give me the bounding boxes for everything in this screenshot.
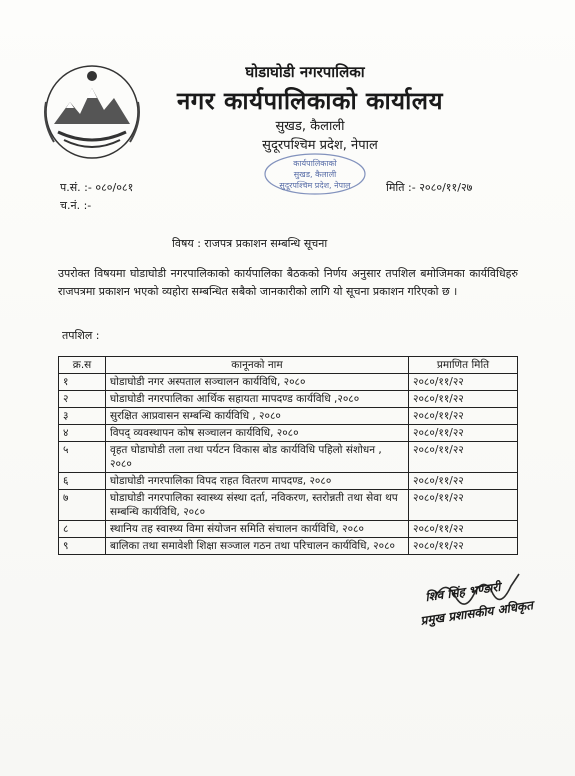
table-row xyxy=(59,490,518,521)
row-law-name: घोडाघोडी नगरपालिका स्वास्थ्य संस्था दर्ता, नविकरण, स्तरोन्नती तथा सेवा थप सम्बन्धि कार्यविधि, २०८० xyxy=(106,490,409,521)
row-date: २०८०/११/२२ xyxy=(409,408,518,425)
row-law-name: वृहत घोडाघोडी तला तथा पर्यटन विकास बोड कार्यविधि पहिलो संशोधन , २०८० xyxy=(106,442,409,473)
table-row xyxy=(59,408,518,425)
row-serial: ४ xyxy=(59,425,106,442)
row-date: २०८०/११/२२ xyxy=(409,425,518,442)
office-stamp xyxy=(250,152,380,196)
subject-line: विषय : राजपत्र प्रकाशन सम्बन्धि सूचना xyxy=(172,237,328,250)
table-row xyxy=(59,473,518,490)
stamp-line-2: सुखड, कैलाली xyxy=(293,170,337,179)
reference-number: प.सं. :- ०८०/०८१ xyxy=(60,181,134,194)
address-line-1: सुखड, कैलाली xyxy=(275,119,345,134)
details-label: तपशिल : xyxy=(62,329,100,342)
nepal-emblem-logo xyxy=(40,62,144,162)
row-law-name: घोडाघोडी नगरपालिका विपद राहत वितरण मापदण्ड, २०८० xyxy=(106,473,409,490)
signatory-title: प्रमुख प्रशासकीय अधिकृत xyxy=(419,598,534,628)
document-date: मिति :- २०८०/११/२७ xyxy=(386,181,473,194)
municipality-name: घोडाघोडी नगरपालिका xyxy=(245,63,365,81)
law-list-table xyxy=(58,356,518,555)
address-line-2: सुदूरपश्चिम प्रदेश, नेपाल xyxy=(262,138,378,153)
dispatch-number: च.नं. :- xyxy=(60,199,92,212)
row-serial: ३ xyxy=(59,408,106,425)
header-verified-date: प्रमाणित मिति xyxy=(409,357,518,374)
table-row xyxy=(59,442,518,473)
row-serial: १ xyxy=(59,374,106,391)
table-row xyxy=(59,374,518,391)
row-date: २०८०/११/२२ xyxy=(409,473,518,490)
table-row xyxy=(59,538,518,555)
stamp-line-1: कार्यपालिकाको xyxy=(293,159,337,168)
table-row xyxy=(59,391,518,408)
notice-body: उपरोक्त विषयमा घोडाघोडी नगरपालिकाको कार्यपालिका बैठकको निर्णय अनुसार तपशिल बमोजिमका कार्यविधिहरु राजपत्रमा प्रकाशन भएको व्यहोरा सम्बन्धित सबैको जानकारीको लागि यो सूचना प्रकाशन गरिएको छ । xyxy=(58,267,518,298)
row-serial: ८ xyxy=(59,521,106,538)
row-serial: ७ xyxy=(59,490,106,521)
header-law-name: कानूनको नाम xyxy=(106,357,409,374)
table-header-row xyxy=(59,357,518,374)
row-serial: ५ xyxy=(59,442,106,473)
row-date: २०८०/११/२२ xyxy=(409,538,518,555)
row-date: २०८०/११/२२ xyxy=(409,490,518,521)
signatory-name: शिव सिंह भण्डारी xyxy=(424,579,502,605)
row-law-name: बालिका तथा समावेशी शिक्षा सञ्जाल गठन तथा परिचालन कार्यविधि, २०८० xyxy=(106,538,409,555)
row-law-name: घोडाघोडी नगर अस्पताल सञ्चालन कार्यविधि, २०८० xyxy=(106,374,409,391)
row-serial: २ xyxy=(59,391,106,408)
row-serial: ९ xyxy=(59,538,106,555)
table-row xyxy=(59,425,518,442)
row-date: २०८०/११/२२ xyxy=(409,391,518,408)
row-date: २०८०/११/२२ xyxy=(409,442,518,473)
row-date: २०८०/११/२२ xyxy=(409,521,518,538)
row-law-name: विपद् व्यवस्थापन कोष सञ्चालन कार्यविधि, २०८० xyxy=(106,425,409,442)
row-date: २०८०/११/२२ xyxy=(409,374,518,391)
row-serial: ६ xyxy=(59,473,106,490)
header-serial: क्र.स xyxy=(59,357,106,374)
row-law-name: स्थानिय तह स्वास्थ्य विमा संयोजन समिति संचालन कार्यविधि, २०८० xyxy=(106,521,409,538)
office-title: नगर कार्यपालिकाको कार्यालय xyxy=(176,87,444,115)
row-law-name: घोडाघोडी नगरपालिका आर्थिक सहायता मापदण्ड कार्यविधि ,२०८० xyxy=(106,391,409,408)
row-law-name: सुरक्षित आप्रवासन सम्बन्धि कार्यविधि , २०८० xyxy=(106,408,409,425)
stamp-line-3: सुदूरपश्चिम प्रदेश, नेपाल xyxy=(279,181,351,190)
table-row xyxy=(59,521,518,538)
